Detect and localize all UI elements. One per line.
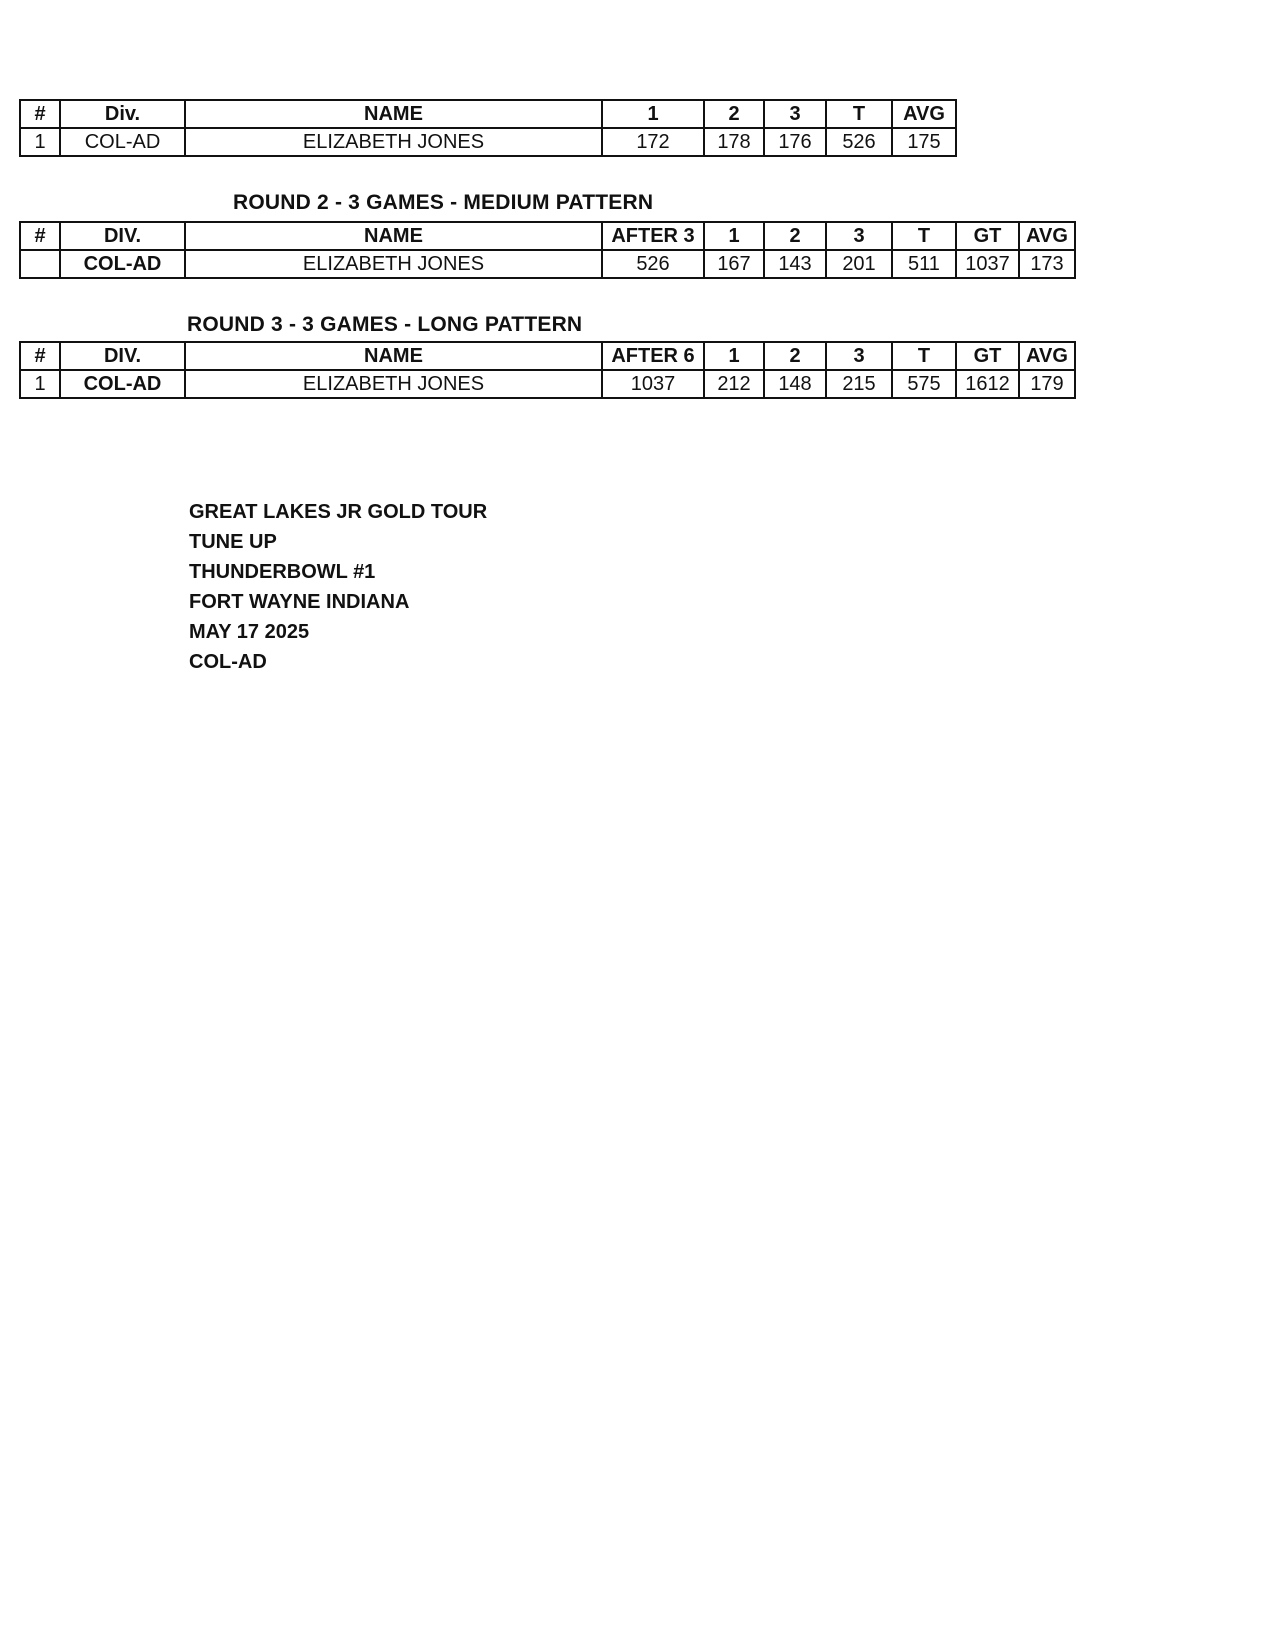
cell-avg: 179 <box>1019 370 1075 398</box>
col-header-div: DIV. <box>60 342 185 370</box>
round3-header-row <box>20 342 1075 370</box>
cell-game3: 201 <box>826 250 892 278</box>
tour-name: GREAT LAKES JR GOLD TOUR <box>189 501 488 523</box>
cell-game1: 212 <box>704 370 764 398</box>
col-header-game3: 3 <box>826 342 892 370</box>
col-header-name: NAME <box>185 100 602 128</box>
round2-header-row <box>20 222 1075 250</box>
col-header-gt: GT <box>956 342 1019 370</box>
round3-title: ROUND 3 - 3 GAMES - LONG PATTERN <box>187 313 583 336</box>
venue-name: THUNDERBOWL #1 <box>189 561 376 583</box>
round2-title: ROUND 2 - 3 GAMES - MEDIUM PATTERN <box>233 191 654 214</box>
cell-game2: 178 <box>704 128 764 156</box>
cell-total: 511 <box>892 250 956 278</box>
round2-table <box>19 221 1076 279</box>
col-header-avg: AVG <box>1019 222 1075 250</box>
cell-after: 1037 <box>602 370 704 398</box>
cell-div: COL-AD <box>60 250 185 278</box>
cell-num: 1 <box>20 128 60 156</box>
cell-div: COL-AD <box>60 128 185 156</box>
table-row <box>20 370 1075 398</box>
event-info-block <box>189 497 487 677</box>
col-header-avg: AVG <box>892 100 956 128</box>
col-header-name: NAME <box>185 342 602 370</box>
cell-num <box>20 250 60 278</box>
col-header-avg: AVG <box>1019 342 1075 370</box>
cell-gt: 1612 <box>956 370 1019 398</box>
cell-game3: 215 <box>826 370 892 398</box>
table-row <box>20 128 956 156</box>
event-location: FORT WAYNE INDIANA <box>189 591 410 613</box>
cell-div: COL-AD <box>60 370 185 398</box>
col-header-div: Div. <box>60 100 185 128</box>
cell-name: ELIZABETH JONES <box>185 128 602 156</box>
cell-game2: 143 <box>764 250 826 278</box>
col-header-gt: GT <box>956 222 1019 250</box>
col-header-after: AFTER 6 <box>602 342 704 370</box>
round1-table <box>19 99 957 157</box>
col-header-game3: 3 <box>764 100 826 128</box>
cell-game3: 176 <box>764 128 826 156</box>
table-row <box>20 250 1075 278</box>
event-division: COL-AD <box>189 651 267 673</box>
cell-num: 1 <box>20 370 60 398</box>
col-header-game2: 2 <box>764 222 826 250</box>
cell-avg: 175 <box>892 128 956 156</box>
col-header-name: NAME <box>185 222 602 250</box>
col-header-game2: 2 <box>764 342 826 370</box>
col-header-total: T <box>892 342 956 370</box>
cell-name: ELIZABETH JONES <box>185 370 602 398</box>
col-header-game2: 2 <box>704 100 764 128</box>
cell-total: 526 <box>826 128 892 156</box>
event-date: MAY 17 2025 <box>189 621 310 643</box>
cell-game1: 167 <box>704 250 764 278</box>
col-header-num: # <box>20 222 60 250</box>
col-header-game1: 1 <box>704 222 764 250</box>
col-header-num: # <box>20 100 60 128</box>
col-header-div: DIV. <box>60 222 185 250</box>
col-header-total: T <box>826 100 892 128</box>
round3-table <box>19 341 1076 399</box>
col-header-game1: 1 <box>602 100 704 128</box>
col-header-after: AFTER 3 <box>602 222 704 250</box>
cell-after: 526 <box>602 250 704 278</box>
cell-game2: 148 <box>764 370 826 398</box>
col-header-game3: 3 <box>826 222 892 250</box>
cell-gt: 1037 <box>956 250 1019 278</box>
col-header-num: # <box>20 342 60 370</box>
col-header-game1: 1 <box>704 342 764 370</box>
cell-name: ELIZABETH JONES <box>185 250 602 278</box>
round1-header-row <box>20 100 956 128</box>
col-header-total: T <box>892 222 956 250</box>
cell-game1: 172 <box>602 128 704 156</box>
cell-total: 575 <box>892 370 956 398</box>
event-name: TUNE UP <box>189 531 277 553</box>
cell-avg: 173 <box>1019 250 1075 278</box>
